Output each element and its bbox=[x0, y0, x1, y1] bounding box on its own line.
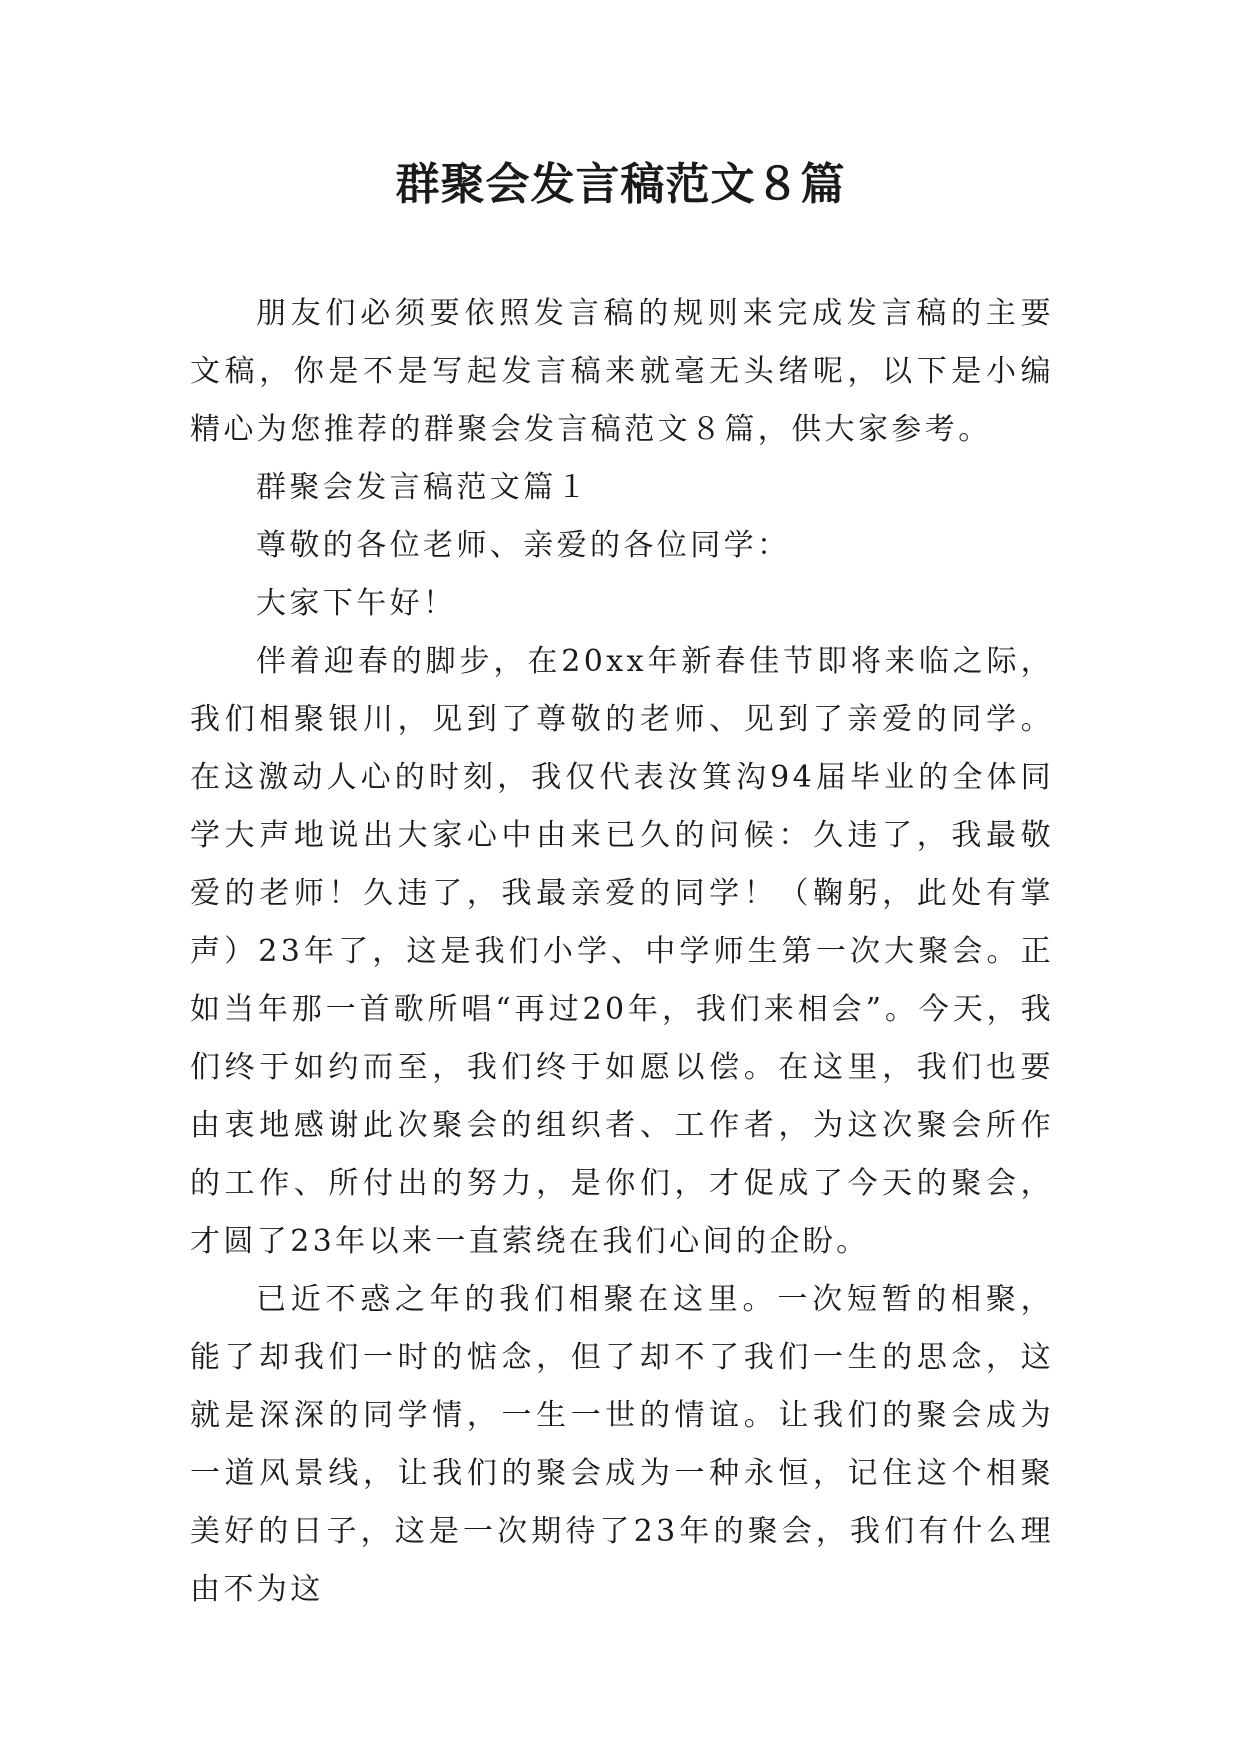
paragraph-greeting: 大家下午好！ bbox=[256, 586, 457, 621]
paragraph-section-heading: 群聚会发言稿范文篇１ bbox=[256, 470, 590, 505]
document-body bbox=[190, 285, 1054, 1619]
paragraph-salutation: 尊敬的各位老师、亲爱的各位同学： bbox=[256, 528, 791, 563]
document-title: 群聚会发言稿范文８篇 bbox=[395, 159, 846, 210]
paragraph-body-2: 已近不惑之年的我们相聚在这里。一次短暂的相聚，能了却我们一时的惦念，但了却不了我们一生的思念，这就是深深的同学情，一生一世的情谊。让我们的聚会成为一道风景线，让我们的聚会成为一种永恒，记住这个相聚美好的日子，这是一次期待了23年的聚会，我们有什么理由不为这 bbox=[190, 1282, 1054, 1607]
paragraph-intro: 朋友们必须要依照发言稿的规则来完成发言稿的主要文稿，你是不是写起发言稿来就毫无头绪呢，以下是小编精心为您推荐的群聚会发言稿范文８篇，供大家参考。 bbox=[190, 296, 1054, 447]
paragraph-body-1: 伴着迎春的脚步，在20xx年新春佳节即将来临之际，我们相聚银川，见到了尊敬的老师、见到了亲爱的同学。在这激动人心的时刻，我仅代表汝箕沟94届毕业的全体同学大声地说出大家心中由来已久的问候：久违了，我最敬爱的老师！久违了，我最亲爱的同学！（鞠躬，此处有掌声）23年了，这是我们小学、中学师生第一次大聚会。正如当年那一首歌所唱“再过20年，我们来相会”。今天，我们终于如约而至，我们终于如愿以偿。在这里，我们也要由衷地感谢此次聚会的组织者、工作者，为这次聚会所作的工作、所付出的努力，是你们，才促成了今天的聚会，才圆了23年以来一直萦绕在我们心间的企盼。 bbox=[190, 644, 1054, 1259]
